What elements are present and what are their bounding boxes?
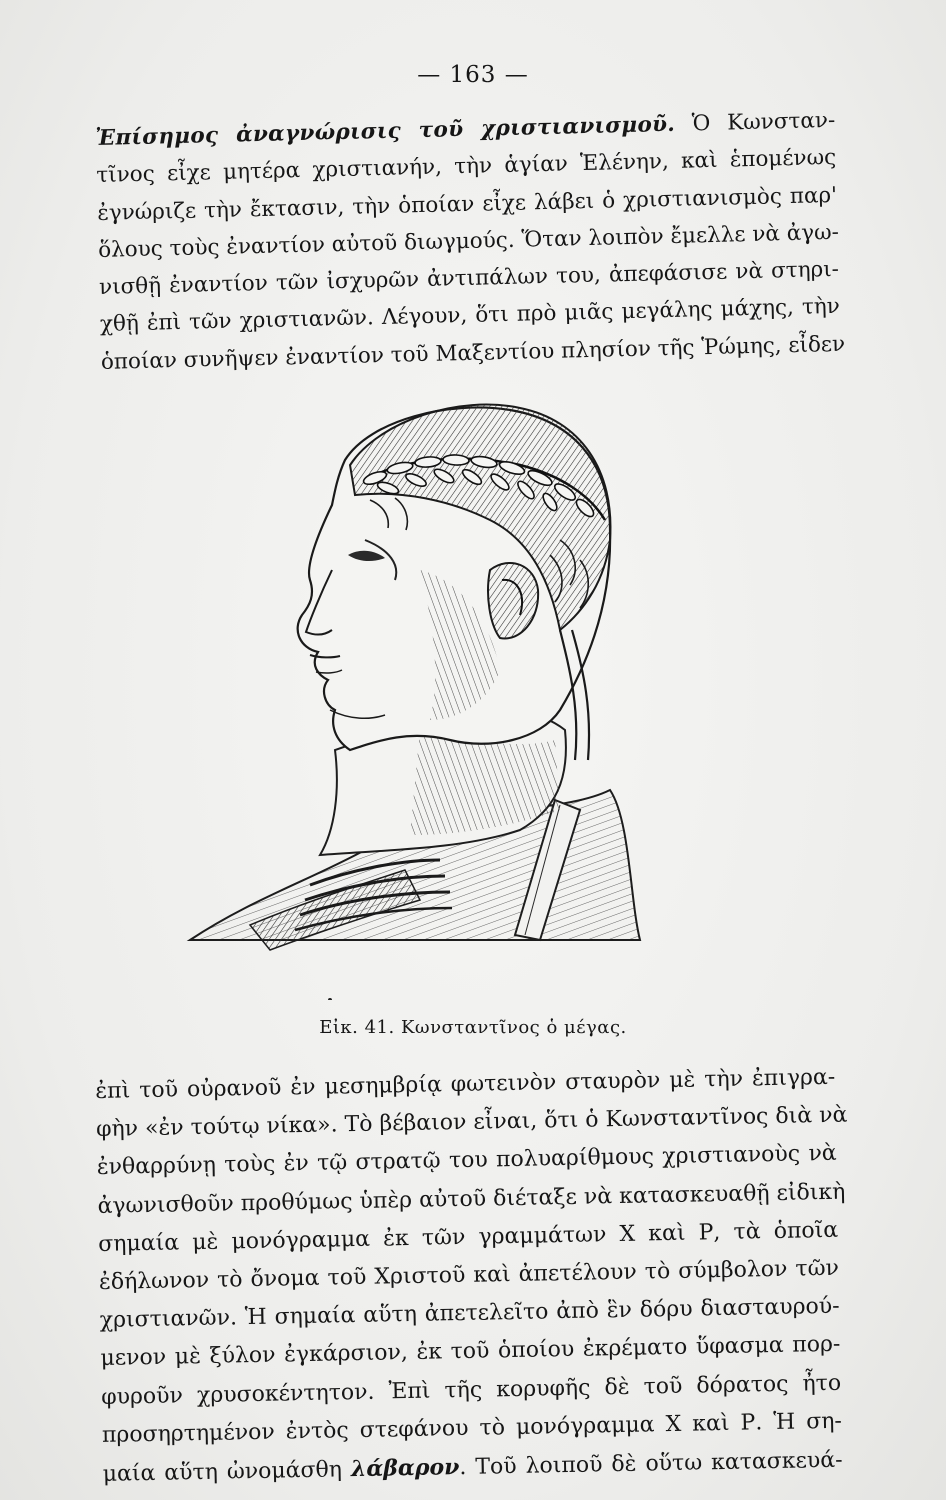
text-line: ἐπὶ τοῦ οὐρανοῦ ἐν μεσημβρίᾳ φωτεινὸν σταυρὸν μὲ τὴν ἐπιγρα- — [95, 1064, 836, 1104]
text-line: ὁποίαν συνῆψεν ἐναντίον τοῦ Μαξεντίου πλησίον τῆς Ῥώμης, εἶδεν — [100, 331, 846, 375]
section-heading: Ἐπίσημος ἀναγνώρισις τοῦ χριστιανισμοῦ. — [95, 111, 676, 151]
text-line: τῖνος εἶχε μητέρα χριστιανήν, τὴν ἁγίαν Ἑλένην, καὶ ἑπομένως — [96, 145, 837, 189]
text-line: χριστιανῶν. Ἡ σημαία αὕτη ἀπετελεῖτο ἀπὸ ἓν δόρυ διασταυρού- — [99, 1293, 840, 1334]
text-line: προσηρτημένον ἐντὸς στεφάνου τὸ μονόγραμμα Χ καὶ Ρ. Ἡ ση- — [101, 1408, 843, 1448]
text-line: ἐγνώριζε τὴν ἔκτασιν, τὴν ὁποίαν εἶχε λάβει ὁ χριστιανισμὸς παρ' — [96, 182, 838, 226]
text-line: ἀγωνισθοῦν προθύμως ὑπὲρ αὐτοῦ διέταξε νὰ κατασκευαθῇ εἰδικὴ — [97, 1179, 846, 1219]
last-line-start: μαία αὕτη ὠνομάσθη — [102, 1457, 343, 1487]
figure-caption: Εἰκ. 41. Κωνσταντῖνος ὁ μέγας. — [319, 1017, 627, 1038]
text-line: φὴν «ἐν τούτῳ νίκα». Τὸ βέβαιον εἶναι, ὅτι ὁ Κωνσταντῖνος διὰ νὰ — [95, 1102, 848, 1143]
text-line: σημαία μὲ μονόγραμμα ἐκ τῶν γραμμάτων Χ καὶ Ρ, τὰ ὁποῖα — [98, 1217, 839, 1257]
top-paragraph — [95, 102, 846, 381]
labarum-term: λάβαρον — [350, 1454, 460, 1483]
text-line: ἐδήλωνον τὸ ὄνομα τοῦ Χριστοῦ καὶ ἀπετέλουν τὸ σύμβολον τῶν — [98, 1255, 840, 1295]
constantine-bust-engraving — [160, 380, 740, 1000]
last-line-end: . Τοῦ λοιποῦ δὲ οὕτω κατασκευά- — [459, 1447, 843, 1481]
text-line: ὅλους τοὺς ἐναντίον αὐτοῦ διωγμούς. Ὅταν λοιπὸν ἔμελλε νὰ ἀγω- — [97, 219, 840, 263]
text-line: νισθῇ ἐναντίον τῶν ἰσχυρῶν ἀντιπάλων του, ἀπεφάσισε νὰ στηρι- — [98, 257, 840, 301]
text-line: μενον μὲ ξύλον ἐγκάρσιον, ἐκ τοῦ ὁποίου ἐκρέματο ὕφασμα πορ- — [100, 1332, 841, 1372]
first-line-rest: Ὁ Κωνσταν- — [691, 107, 836, 137]
portrait-figure — [160, 380, 740, 1000]
bottom-paragraph — [95, 1059, 848, 1494]
text-line: ἐνθαρρύνῃ τοὺς ἐν τῷ στρατῷ του πολυαρίθμους χριστιανοὺς νὰ — [96, 1141, 837, 1181]
text-line: χθῇ ἐπὶ τῶν χριστιανῶν. Λέγουν, ὅτι πρὸ μιᾶς μεγάλης μάχης, τὴν — [99, 294, 841, 338]
text-line: φυροῦν χρυσοκέντητον. Ἐπὶ τῆς κορυφῆς δὲ τοῦ δόρατος ἦτο — [100, 1370, 842, 1410]
page-number: — 163 — — [417, 62, 529, 88]
